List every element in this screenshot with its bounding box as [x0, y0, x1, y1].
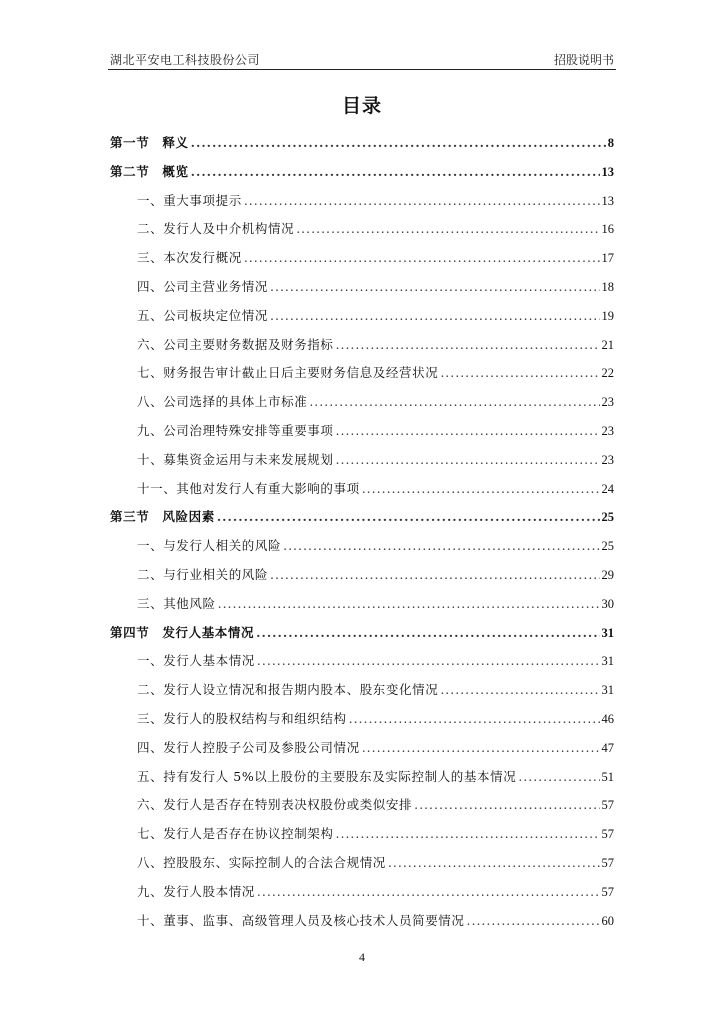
toc-entry-label: 三、发行人的股权结构与和组织结构 [137, 710, 347, 726]
toc-entry-page-number: 13 [601, 193, 614, 208]
toc-section-entry[interactable] [110, 507, 614, 536]
toc-entry-label: 二、发行人设立情况和报告期内股本、股东变化情况 [137, 682, 439, 698]
toc-subsection-entry[interactable] [110, 565, 614, 594]
toc-entry-label: 二、发行人及中介机构情况 [137, 221, 295, 237]
toc-subsection-entry[interactable] [110, 421, 614, 450]
toc-entry-label: 三、本次发行概况 [137, 250, 242, 266]
toc-dot-leader [218, 596, 600, 611]
toc-entry-page-number: 22 [601, 366, 614, 381]
toc-entry-page-number: 57 [601, 827, 614, 842]
toc-entry-label: 三、其他风险 [137, 595, 216, 611]
toc-entry-page-number: 57 [601, 798, 614, 813]
toc-entry-page-number: 46 [601, 711, 614, 726]
toc-entry-page-number: 51 [601, 769, 614, 784]
toc-entry-page-number: 23 [601, 423, 614, 438]
toc-entry-page-number: 19 [601, 308, 614, 323]
toc-dot-leader [467, 913, 600, 928]
header-divider [108, 69, 616, 70]
toc-dot-leader [336, 337, 600, 352]
toc-entry-label: 七、财务报告审计截止日后主要财务信息及经营状况 [137, 365, 439, 381]
toc-dot-leader [257, 884, 600, 899]
toc-entry-page-number: 57 [601, 884, 614, 899]
toc-entry-page-number: 23 [601, 452, 614, 467]
toc-entry-page-number: 25 [601, 510, 614, 525]
toc-entry-page-number: 47 [601, 740, 614, 755]
toc-section-entry[interactable] [110, 133, 614, 162]
toc-dot-leader [362, 740, 600, 755]
toc-entry-page-number: 13 [601, 164, 614, 179]
header-document-type: 招股说明书 [553, 53, 614, 67]
toc-subsection-entry[interactable] [110, 853, 614, 882]
toc-entry-label: 第一节 释义 [110, 135, 189, 150]
toc-entry-page-number: 60 [601, 913, 614, 928]
toc-entry-page-number: 16 [601, 222, 614, 237]
toc-dot-leader [270, 308, 599, 323]
toc-subsection-entry[interactable] [110, 335, 614, 364]
table-of-contents [110, 133, 614, 939]
toc-dot-leader [256, 625, 599, 640]
toc-entry-label: 十、募集资金运用与未来发展规划 [137, 451, 334, 467]
toc-subsection-entry[interactable] [110, 882, 614, 911]
toc-dot-leader [440, 682, 599, 697]
toc-entry-label: 一、发行人基本情况 [137, 653, 255, 669]
toc-entry-page-number: 24 [601, 481, 614, 496]
toc-entry-label: 六、发行人是否存在特别表决权股份或类似安排 [137, 797, 413, 813]
toc-entry-label: 二、与行业相关的风险 [137, 566, 269, 582]
toc-section-entry[interactable] [110, 162, 614, 191]
toc-subsection-entry[interactable] [110, 824, 614, 853]
toc-subsection-entry[interactable] [110, 594, 614, 623]
toc-entry-label: 第二节 概览 [110, 163, 189, 179]
toc-dot-leader [336, 423, 600, 438]
toc-dot-leader [362, 481, 600, 496]
toc-dot-leader [336, 826, 600, 841]
toc-entry-page-number: 57 [601, 855, 614, 870]
toc-subsection-entry[interactable] [110, 450, 614, 479]
toc-subsection-entry[interactable] [110, 767, 614, 796]
toc-subsection-entry[interactable] [110, 536, 614, 565]
toc-dot-leader [388, 855, 600, 870]
toc-dot-leader [296, 221, 599, 236]
toc-entry-label: 六、公司主要财务数据及财务指标 [137, 336, 334, 352]
toc-subsection-entry[interactable] [110, 479, 614, 508]
toc-entry-label: 十一、其他对发行人有重大影响的事项 [137, 480, 360, 496]
toc-dot-leader [191, 135, 606, 150]
toc-dot-leader [270, 279, 599, 294]
toc-entry-label: 八、公司选择的具体上市标准 [137, 394, 308, 410]
toc-entry-page-number: 18 [601, 279, 614, 294]
toc-subsection-entry[interactable] [110, 738, 614, 767]
toc-entry-label: 八、控股股东、实际控制人的合法合规情况 [137, 854, 386, 870]
toc-dot-leader [518, 769, 599, 784]
toc-subsection-entry[interactable] [110, 709, 614, 738]
toc-dot-leader [217, 509, 600, 524]
toc-entry-page-number: 8 [607, 136, 614, 150]
toc-dot-leader [244, 193, 600, 208]
page-title: 目录 [341, 95, 382, 117]
toc-entry-page-number: 31 [601, 625, 614, 640]
header-company-name: 湖北平安电工科技股份公司 [110, 53, 261, 67]
toc-entry-page-number: 25 [601, 539, 614, 554]
toc-dot-leader [283, 538, 599, 553]
toc-dot-leader [349, 711, 600, 726]
toc-subsection-entry[interactable] [110, 363, 614, 392]
toc-entry-label: 五、公司板块定位情况 [137, 307, 269, 323]
toc-entry-label: 第三节 风险因素 [110, 509, 215, 525]
toc-entry-page-number: 17 [601, 251, 614, 266]
toc-subsection-entry[interactable] [110, 392, 614, 421]
toc-entry-label: 十、董事、监事、高级管理人员及核心技术人员简要情况 [137, 912, 465, 928]
toc-entry-label: 九、公司治理特殊安排等重要事项 [137, 422, 334, 438]
toc-entry-page-number: 21 [601, 337, 614, 352]
toc-entry-label: 一、重大事项提示 [137, 192, 242, 208]
toc-dot-leader [270, 567, 599, 582]
toc-dot-leader [244, 250, 600, 265]
toc-entry-page-number: 30 [601, 596, 614, 611]
toc-subsection-entry[interactable] [110, 795, 614, 824]
toc-entry-label: 五、持有发行人 5%以上股份的主要股东及实际控制人的基本情况 [137, 768, 517, 784]
toc-dot-leader [440, 365, 599, 380]
toc-entry-label: 四、发行人控股子公司及参股公司情况 [137, 739, 360, 755]
toc-entry-label: 四、公司主营业务情况 [137, 278, 269, 294]
toc-subsection-entry[interactable] [110, 277, 614, 306]
toc-entry-label: 七、发行人是否存在协议控制架构 [137, 826, 334, 842]
page-number: 4 [359, 950, 365, 964]
toc-entry-label: 第四节 发行人基本情况 [110, 624, 255, 640]
toc-subsection-entry[interactable] [110, 306, 614, 335]
toc-entry-page-number: 31 [601, 654, 614, 669]
toc-subsection-entry[interactable] [110, 248, 614, 277]
toc-section-entry[interactable] [110, 623, 614, 652]
toc-dot-leader [257, 653, 600, 668]
toc-entry-page-number: 31 [601, 683, 614, 698]
toc-dot-leader [191, 164, 600, 179]
toc-subsection-entry[interactable] [110, 191, 614, 220]
toc-subsection-entry[interactable] [110, 680, 614, 709]
toc-dot-leader [336, 452, 600, 467]
toc-entry-label: 九、发行人股本情况 [137, 883, 255, 899]
toc-entry-label: 一、与发行人相关的风险 [137, 538, 282, 554]
toc-subsection-entry[interactable] [110, 651, 614, 680]
toc-dot-leader [309, 394, 599, 409]
toc-subsection-entry[interactable] [110, 911, 614, 940]
toc-subsection-entry[interactable] [110, 219, 614, 248]
toc-entry-page-number: 29 [601, 567, 614, 582]
toc-entry-page-number: 23 [601, 395, 614, 410]
toc-dot-leader [414, 797, 599, 812]
